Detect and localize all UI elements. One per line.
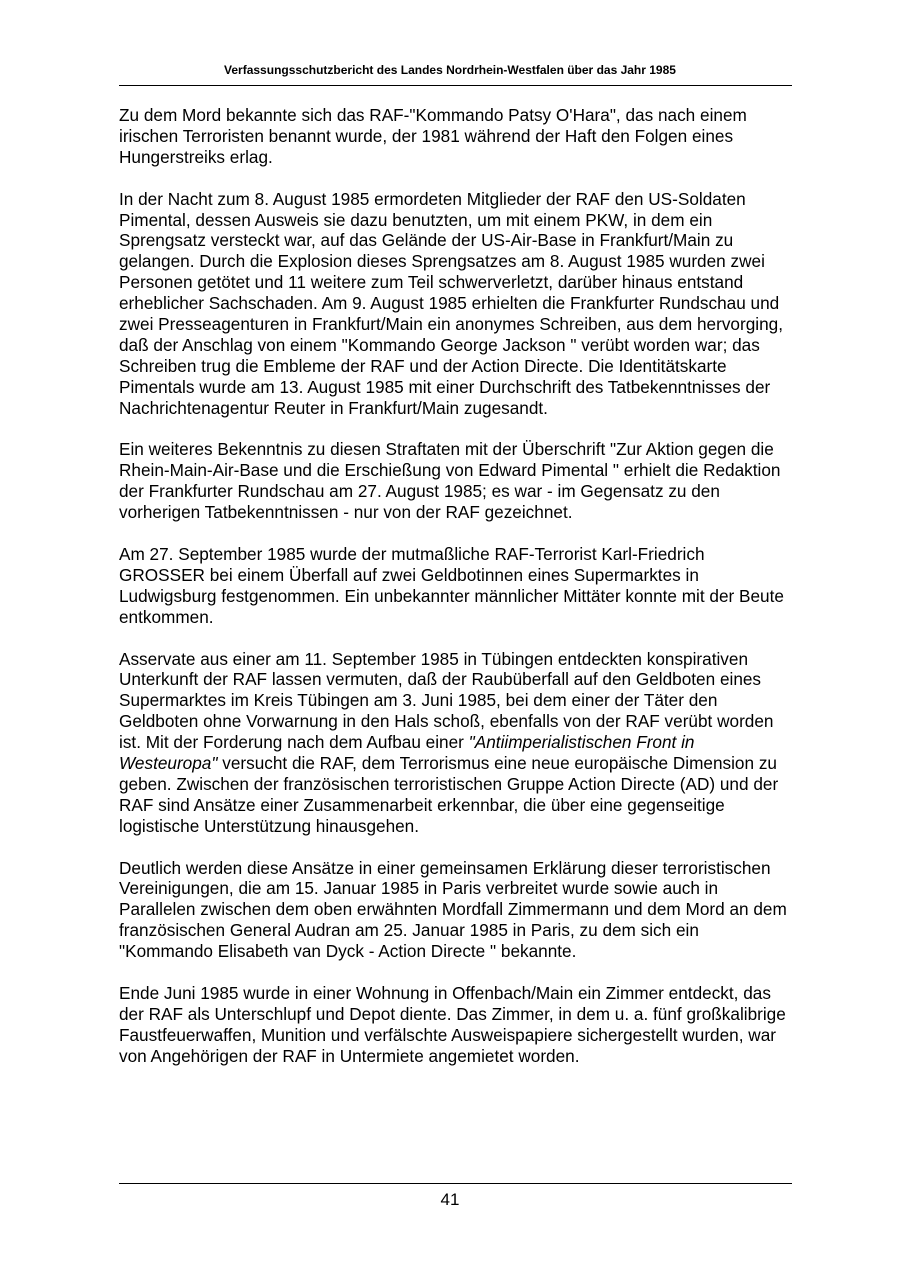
paragraph-5-emphasis: "Antiimperialistischen Front in Westeuropa" [119, 732, 695, 774]
paragraph-5-text-after: versucht die RAF, dem Terrorismus eine neue europäische Dimension zu geben. Zwischen der französischen terroristischen Gruppe Action Directe (AD) und der RAF sind Ansätze einer Zusammenarbeit erkennbar, die über eine gegenseitige logistische Unterstützung hinausgehen. [119, 753, 779, 836]
page-number: 41 [440, 1190, 460, 1209]
paragraph-2: In der Nacht zum 8. August 1985 ermordeten Mitglieder der RAF den US-Soldaten Pimental, dessen Ausweis sie dazu benutzten, um mit einem PKW, in dem ein Sprengsatz versteckt war, auf das Gelände der US-Air-Base in Frankfurt/Main zu gelangen. Durch die Explosion dieses Sprengsatzes am 8. August 1985 wurden zwei Personen getötet und 11 weitere zum Teil schwerverletzt, darüber hinaus entstand erheblicher Sachschaden. Am 9. August 1985 erhielten die Frankfurter Rundschau und zwei Presseagenturen in Frankfurt/Main ein anonymes Schreiben, aus dem hervorging, daß der Anschlag von einem "Kommando George Jackson " verübt worden war; das Schreiben trug die Embleme der RAF und der Action Directe. Die Identitätskarte Pimentals wurde am 13. August 1985 mit einer Durchschrift des Tatbekenntnisses der Nachrichtenagentur Reuter in Frankfurt/Main zugesandt. [119, 188, 783, 418]
body-text [119, 105, 792, 1067]
running-header: Verfassungsschutzbericht des Landes Nordrhein-Westfalen über das Jahr 1985 [224, 63, 676, 77]
paragraph-1: Zu dem Mord bekannte sich das RAF-"Kommando Patsy O'Hara", das nach einem irischen Terroristen benannt wurde, der 1981 während der Haft den Folgen eines Hungerstreiks erlag. [119, 105, 747, 167]
paragraph-3: Ein weiteres Bekenntnis zu diesen Straftaten mit der Überschrift "Zur Aktion gegen die Rhein-Main-Air-Base und die Erschießung von Edward Pimental " erhielt die Redaktion der Frankfurter Rundschau am 27. August 1985; es war - im Gegensatz zu den vorherigen Tatbekenntnissen - nur von der RAF gezeichnet. [119, 439, 781, 523]
footer-divider [119, 1183, 792, 1184]
paragraph-5 [119, 649, 792, 837]
paragraph-7: Ende Juni 1985 wurde in einer Wohnung in Offenbach/Main ein Zimmer entdeckt, das der RAF als Unterschlupf und Depot diente. Das Zimmer, in dem u. a. fünf großkalibrige Faustfeuerwaffen, Munition und verfälschte Ausweispapiere sichergestellt wurden, war von Angehörigen der RAF in Untermiete angemietet worden. [119, 982, 786, 1066]
paragraph-6: Deutlich werden diese Ansätze in einer gemeinsamen Erklärung dieser terroristischen Vereinigungen, die am 15. Januar 1985 in Paris verbreitet wurde sowie auch in Parallelen zwischen dem oben erwähnten Mordfall Zimmermann und dem Mord an dem französischen General Audran am 25. Januar 1985 in Paris, zu dem sich ein "Kommando Elisabeth van Dyck - Action Directe " bekannte. [119, 857, 787, 962]
paragraph-5-text-before: Asservate aus einer am 11. September 1985 in Tübingen entdeckten konspirativen Unterkunft der RAF lassen vermuten, daß der Raubüberfall auf den Geldboten eines Supermarktes im Kreis Tübingen am 3. Juni 1985, bei dem einer der Täter den Geldboten ohne Vorwarnung in den Hals schoß, ebenfalls von der RAF verübt worden ist. Mit der Forderung nach dem Aufbau einer [119, 648, 774, 753]
paragraph-4: Am 27. September 1985 wurde der mutmaßliche RAF-Terrorist Karl-Friedrich GROSSER bei einem Überfall auf zwei Geldbotinnen eines Supermarktes in Ludwigsburg festgenommen. Ein unbekannter männlicher Mittäter konnte mit der Beute entkommen. [119, 543, 784, 627]
header-divider [119, 85, 792, 86]
